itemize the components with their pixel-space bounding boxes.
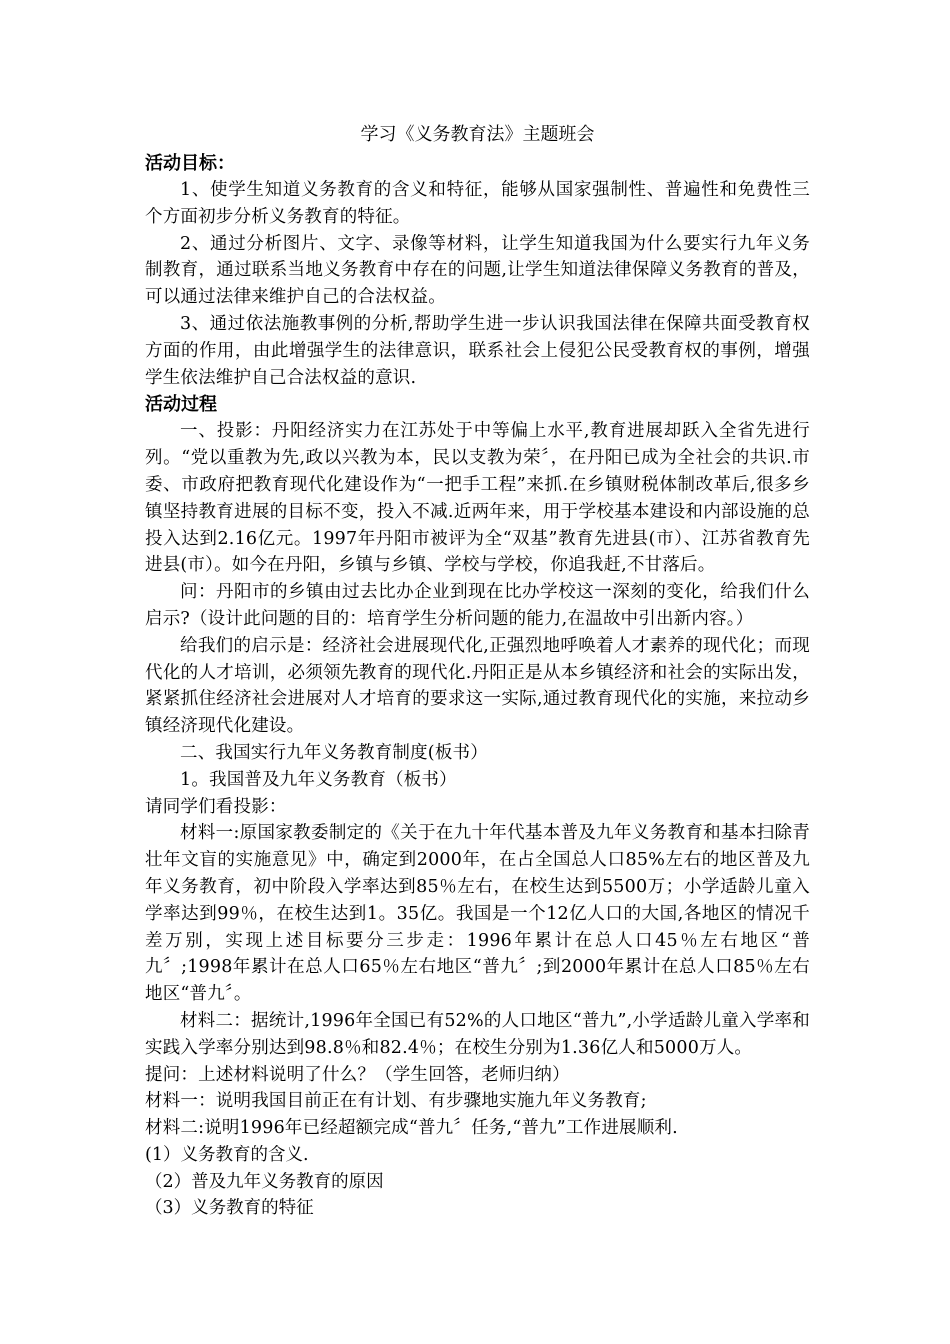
- material-one-summary: 材料一：说明我国目前正在有计划、有步骤地实施九年义务教育;: [145, 1091, 647, 1112]
- process-insight-paragraph: 给我们的启示是：经济社会进展现代化,正强烈地呼唤着人才素养的现代化；而现代化的人才培训，必须领先教育的现代化.丹阳正是从本乡镇经济和社会的实际出发，紧紧抓住经济社会进展对人才培育的要求这一实际,通过教育现代化的实施，来拉动乡镇经济现代化建设。: [145, 635, 810, 737]
- section-two-heading: 二、我国实行九年义务教育制度(板书）: [180, 742, 488, 763]
- process-heading: 活动过程: [145, 394, 217, 416]
- goal-item-2: 2、通过分析图片、文字、录像等材料，让学生知道我国为什么要实行九年义务制教育，通过联系当地义务教育中存在的问题,让学生知道法律保障义务教育的普及，可以通过法律来维护自己的合法权益。: [145, 233, 810, 308]
- subsection-one-heading: 1。我国普及九年义务教育（板书）: [180, 769, 457, 790]
- material-two-summary: 材料二:说明1996年已经超额完成“普九〞任务,“普九”工作进展顺利.: [145, 1118, 678, 1139]
- list-item-1: (1）义务教育的含义.: [145, 1144, 309, 1165]
- document-title: 学习《义务教育法》主题班会: [360, 124, 595, 145]
- question-line: 提问：上述材料说明了什么？（学生回答，老师归纳）: [145, 1064, 570, 1085]
- projection-prompt: 请同学们看投影：: [145, 796, 287, 817]
- process-projection-paragraph: 一、投影：丹阳经济实力在江苏处于中等偏上水平,教育进展却跃入全省先进行列。“党以重教为先,政以兴教为本，民以支教为荣〞，在丹阳已成为全社会的共识.市委、市政府把教育现代化建设作为“一把手工程”来抓.在乡镇财税体制改革后,很多乡镇坚持教育进展的目标不变，投入不减.近两年来，用于学校基本建设和内部设施的总投入达到2.16亿元。1997年丹阳市被评为全“双基”教育先进县(市）、江苏省教育先进县(市）。如今在丹阳，乡镇与乡镇、学校与学校，你追我赶,不甘落后。: [145, 421, 810, 576]
- list-item-3: （3）义务教育的特征: [145, 1198, 314, 1219]
- process-question-paragraph: 问：丹阳市的乡镇由过去比办企业到现在比办学校这一深刻的变化，给我们什么启示?（设计此问题的目的：培育学生分析问题的能力,在温故中引出新内容。）: [145, 582, 810, 629]
- goal-item-1: 1、使学生知道义务教育的含义和特征，能够从国家强制性、普遍性和免费性三个方面初步分析义务教育的特征。: [145, 180, 810, 227]
- material-two-paragraph: 材料二：据统计,1996年全国已有52%的人口地区“普九”,小学适龄儿童入学率和实践入学率分别达到98.8％和82.4％；在校生分别为1.36亿人和5000万人。: [145, 1010, 810, 1058]
- material-one-paragraph: 材料一:原国家教委制定的《关于在九十年代基本普及九年义务教育和基本扫除青壮年文盲的实施意见》中，确定到2000年，在占全国总人口85%左右的地区普及九年义务教育，初中阶段入学率达到85％左右，在校生达到5500万；小学适龄儿童入学率达到99％，在校生达到1。35亿。我国是一个12亿人口的大国,各地区的情况千差万别，实现上述目标要分三步走：1996年累计在总人口45％左右地区“普九〞;1998年累计在总人口65％左右地区“普九〞;到2000年累计在总人口85％左右地区“普九〞。: [145, 823, 810, 1005]
- goals-heading: 活动目标：: [145, 153, 235, 174]
- goal-item-3: 3、通过依法施教事例的分析,帮助学生进一步认识我国法律在保障共面受教育权方面的作用，由此增强学生的法律意识，联系社会上侵犯公民受教育权的事例，增强学生依法维护自己合法权益的意识.: [145, 313, 810, 388]
- list-item-2: （2）普及九年义务教育的原因: [145, 1171, 384, 1192]
